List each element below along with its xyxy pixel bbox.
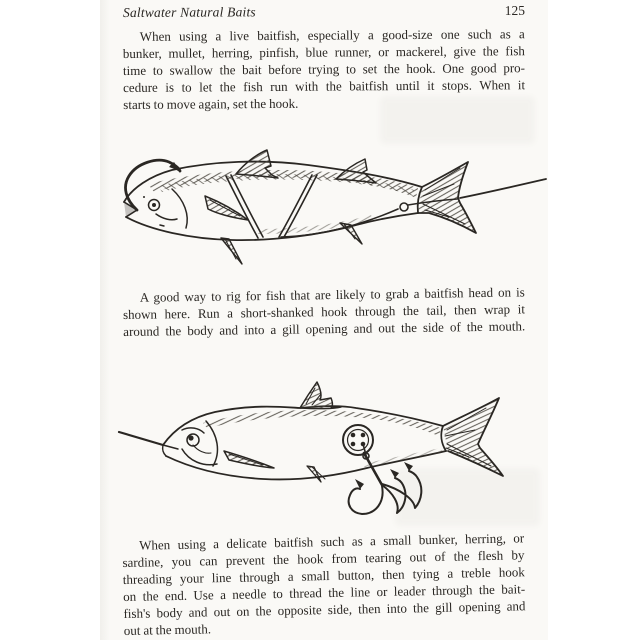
fish-tail	[443, 398, 503, 476]
paragraph-2	[123, 283, 526, 340]
baitfish-wrapped-line-illustration	[108, 126, 548, 274]
running-header-title: Saltwater Natural Baits	[122, 4, 256, 20]
fish-tail	[418, 162, 476, 233]
fish-body	[124, 162, 422, 241]
text-line: time to swallow the bait before trying to set the hook. One good pro-	[122, 60, 526, 78]
paragraph-1	[123, 25, 526, 113]
figure-wrapped-line-rig	[108, 126, 548, 274]
text-line: A good way to rig for fish that are likely to grab a baitfish head on is	[139, 284, 525, 305]
leader-line	[119, 432, 163, 445]
text-line: around the body and into a gill opening and out the side of the mouth.	[123, 318, 526, 339]
text-line: fish's body and out on the opposite side, then into the gill opening and	[123, 598, 526, 621]
text-line: on the end. Use a needle to thread the line or leader through the bait-	[123, 581, 526, 604]
running-header	[123, 2, 525, 21]
fish-fins	[205, 150, 376, 264]
figure-button-treble-rig	[103, 368, 546, 526]
baitfish-button-treble-illustration	[103, 368, 546, 526]
paragraph-3	[122, 529, 526, 639]
book-page	[100, 0, 548, 640]
fishing-line	[460, 179, 546, 198]
text-line: out at the mouth.	[123, 621, 212, 638]
fish-face	[182, 421, 217, 466]
button-icon	[343, 425, 373, 455]
text-line: bunker, mullet, herring, pinfish, blue runner, or mackerel, give the fish	[122, 43, 525, 62]
fish-fins	[224, 382, 341, 482]
text-line: starts to move again, set the hook.	[123, 95, 299, 112]
text-line: When using a delicate baitfish such as a small bunker, herring, or	[139, 530, 525, 553]
page-gutter-shadow	[100, 0, 110, 640]
text-line: threading your line through a small button, then tying a treble hook	[122, 564, 525, 588]
page-number: 125	[504, 2, 526, 19]
fish-face	[143, 189, 187, 228]
text-line: sardine, you can prevent the hook from tearing out of the flesh by	[122, 547, 525, 571]
text-line: shown here. Run a short-shanked hook through the tail, then wrap it	[122, 301, 526, 322]
text-line: When using a live baitfish, especially a good-size one such as a	[139, 26, 525, 44]
fish-body	[163, 406, 446, 479]
text-line: cedure is to let the fish run with the baitfish until it stops. When it	[123, 77, 526, 95]
